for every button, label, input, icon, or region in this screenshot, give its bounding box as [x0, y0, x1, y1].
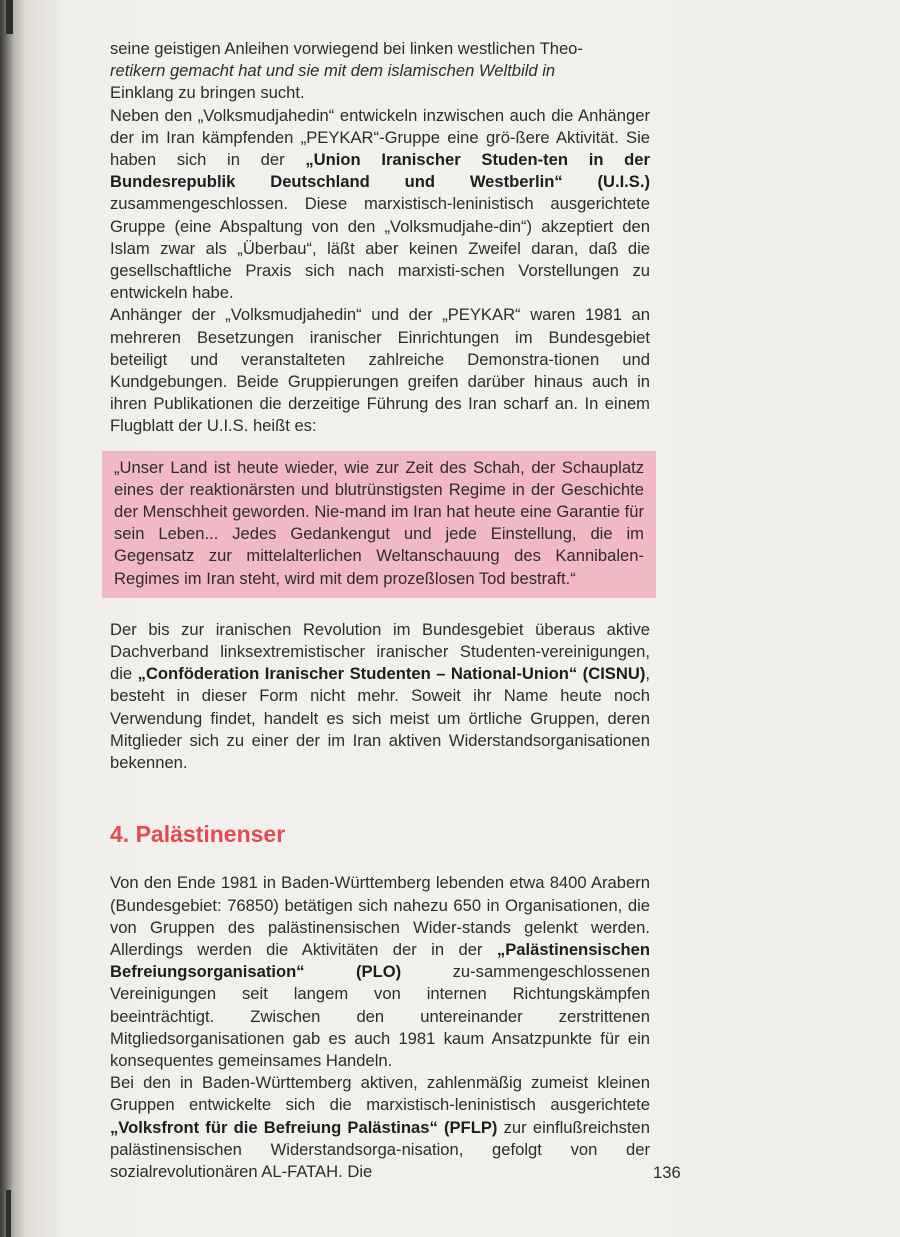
paragraph-4: [110, 619, 650, 774]
p1-line-3: Einklang zu bringen sucht.: [110, 83, 305, 103]
page-text: [110, 38, 650, 1183]
quote-text: „Unser Land ist heute wieder, wie zur Zeit des Schah, der Schauplatz eines der reaktionärsten und blutrünstigsten Regime in der Geschichte der Menschheit geworden. Nie-mand im Iran hat heute eine Garantie für sein Leben... Jedes Gedankengut und jede Einstellung, die im Gegensatz zur mittelalterlichen Weltanschauung des Kannibalen-Regimes im Iran steht, wird mit dem prozeßlosen Tod bestraft.“: [114, 457, 644, 588]
p1-line-1: seine geistigen Anleihen vorwiegend bei linken westlichen Theo-: [110, 39, 583, 58]
spine-shadow-mark: [6, 1190, 11, 1237]
section-heading: 4. Palästinenser: [110, 821, 286, 848]
paragraph-1: [110, 38, 650, 105]
p6-text-before: Bei den in Baden-Württemberg aktiven, zahlenmäßig zumeist kleinen Gruppen entwickelte sich die marxistisch-leninistisch ausgerichtete: [110, 1073, 650, 1115]
p4-bold-org-name: „Conföderation Iranischer Studenten – National-Union“ (CISNU): [137, 664, 646, 684]
paragraph-5: [110, 872, 650, 1072]
book-spine: [0, 0, 60, 1237]
p5-text-after: zu-sammengeschlossenen Vereinigungen seit langem von internen Richtungskämpfen beeinträchtigt. Zwischen den untereinander zerstrittenen Mitgliedsorganisationen gab es auch 1981 kaum Ansatzpunkte für ein konsequentes gemeinsames Handeln.: [110, 962, 650, 1070]
p6-text-after: zur einflußreichsten palästinensischen Widerstandsorga-nisation, gefolgt von der sozialrevolutionären AL-FATAH. Die: [110, 1117, 650, 1181]
paragraph-6: [110, 1072, 650, 1183]
p5-bold-org-name: „Palästinensischen Befreiungsorganisation“ (PLO): [110, 939, 650, 982]
p6-bold-org-name: „Volksfront für die Befreiung Palästinas“ (PFLP): [110, 1117, 498, 1137]
p2-bold-org-name: „Union Iranischer Studen-ten in der Bundesrepublik Deutschland und Westberlin“ (U.I.S.): [110, 150, 650, 192]
p4-text-before: Der bis zur iranischen Revolution im Bundesgebiet überaus aktive Dachverband linksextremistischer iranischer Studenten-vereinigungen, die: [110, 619, 650, 684]
p2-text-before: Neben den „Volksmudjahedin“ entwickeln inzwischen auch die Anhänger der im Iran kämpfenden „PEYKAR“-Gruppe eine grö-ßere Aktivität. Sie haben sich in der: [110, 105, 650, 170]
paragraph-3: Anhänger der „Volksmudjahedin“ und der „PEYKAR“ waren 1981 an mehreren Besetzungen iranischer Einrichtungen im Bundesgebiet beteiligt und veranstalteten zahlreiche Demonstra-tionen und Kundgebungen. Beide Gruppierungen greifen darüber hinaus auch in ihren Publikationen die derzeitige Führung des Iran scharf an. In einem Flugblatt der U.I.S. heißt es:: [110, 305, 650, 436]
page-number: 136: [653, 1163, 681, 1182]
p5-text-before: Von den Ende 1981 in Baden-Württemberg lebenden etwa 8400 Arabern (Bundesgebiet: 76850) betätigen sich nahezu 650 in Organisationen, die von Gruppen des palästinensischen Wider-stands gelenkt werden. Allerdings werden die Aktivitäten der in der: [110, 873, 650, 959]
spine-shadow-mark: [6, 0, 13, 34]
paragraph-2: [110, 105, 650, 305]
p4-text-after: , besteht in dieser Form nicht mehr. Soweit ihr Name heute noch Verwendung findet, handelt es sich meist um örtliche Gruppen, deren Mitglieder sich zu einer der im Iran aktiven Widerstandsorganisationen bekennen.: [110, 664, 650, 773]
highlighted-quote: [102, 451, 656, 598]
p2-text-after: zusammengeschlossen. Diese marxistisch-leninistisch ausgerichtete Gruppe (eine Abspaltung von den „Volksmudjahe-din“) akzeptiert den Islam zwar als „Überbau“, läßt aber keinen Zweifel daran, daß die gesellschaftliche Praxis sich nach marxisti-schen Vorstellungen zu entwickeln habe.: [110, 194, 650, 303]
p1-line-2: retikern gemacht hat und sie mit dem islamischen Weltbild in: [110, 61, 556, 81]
